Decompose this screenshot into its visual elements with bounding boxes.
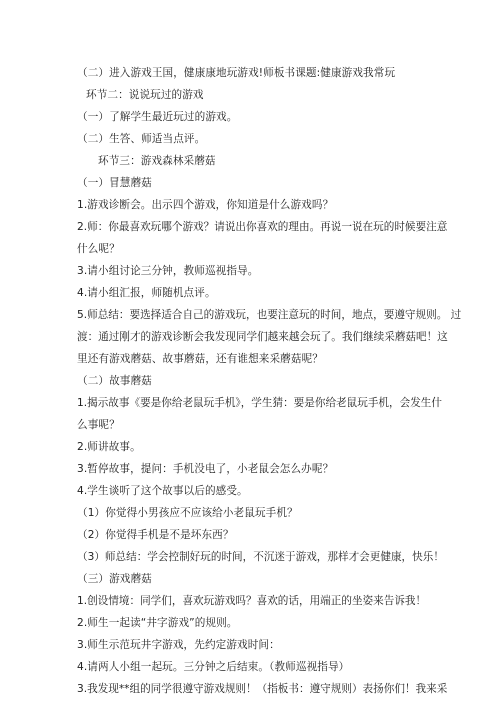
paragraph-line: 1.创设情境：同学们，喜欢玩游戏吗？喜欢的话，用端正的坐姿来告诉我！: [77, 595, 427, 607]
paragraph-line: 2.师生一起读“井字游戏”的规则。: [77, 617, 238, 629]
subsection-title: （一）冒慧蘑菇: [77, 177, 152, 189]
paragraph-line: （3）师总结：学会控制好玩的时间，不沉迷于游戏，那样才会更健康，快乐！: [77, 551, 444, 563]
paragraph-line: （二）生答、师适当点评。: [77, 133, 206, 145]
paragraph-line: 4.请两人小组一起玩。三分钟之后结束。（教师巡视指导）: [77, 661, 350, 673]
paragraph-line: （一）了解学生最近玩过的游戏。: [77, 111, 238, 123]
paragraph-line: （2）你觉得手机是不是坏东西？: [77, 529, 234, 541]
paragraph-line: 什么呢？: [77, 243, 120, 255]
section-title: 环节二：说说玩过的游戏: [86, 89, 204, 101]
paragraph-line: 渡：通过刚才的游戏诊断会我发现同学们越来越会玩了。我们继续采蘑菇吧！这: [77, 331, 448, 343]
paragraph-line: 4.请小组汇报，师随机点评。: [77, 287, 216, 299]
paragraph-line: 3.我发现**组的同学很遵守游戏规则！（指板书：遵守规则）表扬你们！我来采: [77, 683, 448, 695]
paragraph-line: 1.游戏诊断会。出示四个游戏，你知道是什么游戏吗？: [77, 199, 334, 211]
subsection-title: （三）游戏蘑菇: [77, 573, 152, 585]
subsection-title: （二）故事蘑菇: [77, 375, 152, 387]
section-title: 环节三：游戏森林采蘑菇: [98, 155, 216, 167]
paragraph-line: 里还有游戏蘑菇、故事蘑菇，还有谁想来采蘑菇呢？: [77, 353, 323, 365]
paragraph-line: （1）你觉得小男孩应不应该给小老鼠玩手机？: [77, 507, 298, 519]
paragraph-line: 2.师讲故事。: [77, 441, 141, 453]
paragraph-line: 4.学生谈听了这个故事以后的感受。: [77, 485, 248, 497]
paragraph-line: 3.请小组讨论三分钟，教师巡视指导。: [77, 265, 259, 277]
paragraph-line: 2.师：你最喜欢玩哪个游戏？请说出你喜欢的理由。再说一说在玩的时候要注意: [77, 221, 448, 233]
paragraph-line: 3.师生示范玩井字游戏，先约定游戏时间：: [77, 639, 280, 651]
paragraph-line: 么事呢？: [77, 419, 120, 431]
section-heading: （二）进入游戏王国，健康康地玩游戏!师板书课题:健康游戏我常玩: [77, 67, 396, 79]
paragraph-line: 5.师总结：要选择适合自己的游戏玩，也要注意玩的时间，地点，要遵守规则。 过: [77, 309, 462, 321]
paragraph-line: 3.暂停故事，提问：手机没电了，小老鼠会怎么办呢？: [77, 463, 334, 475]
paragraph-line: 1.揭示故事《要是你给老鼠玩手机》，学生猜：要是你给老鼠玩手机，会发生什: [77, 397, 442, 409]
